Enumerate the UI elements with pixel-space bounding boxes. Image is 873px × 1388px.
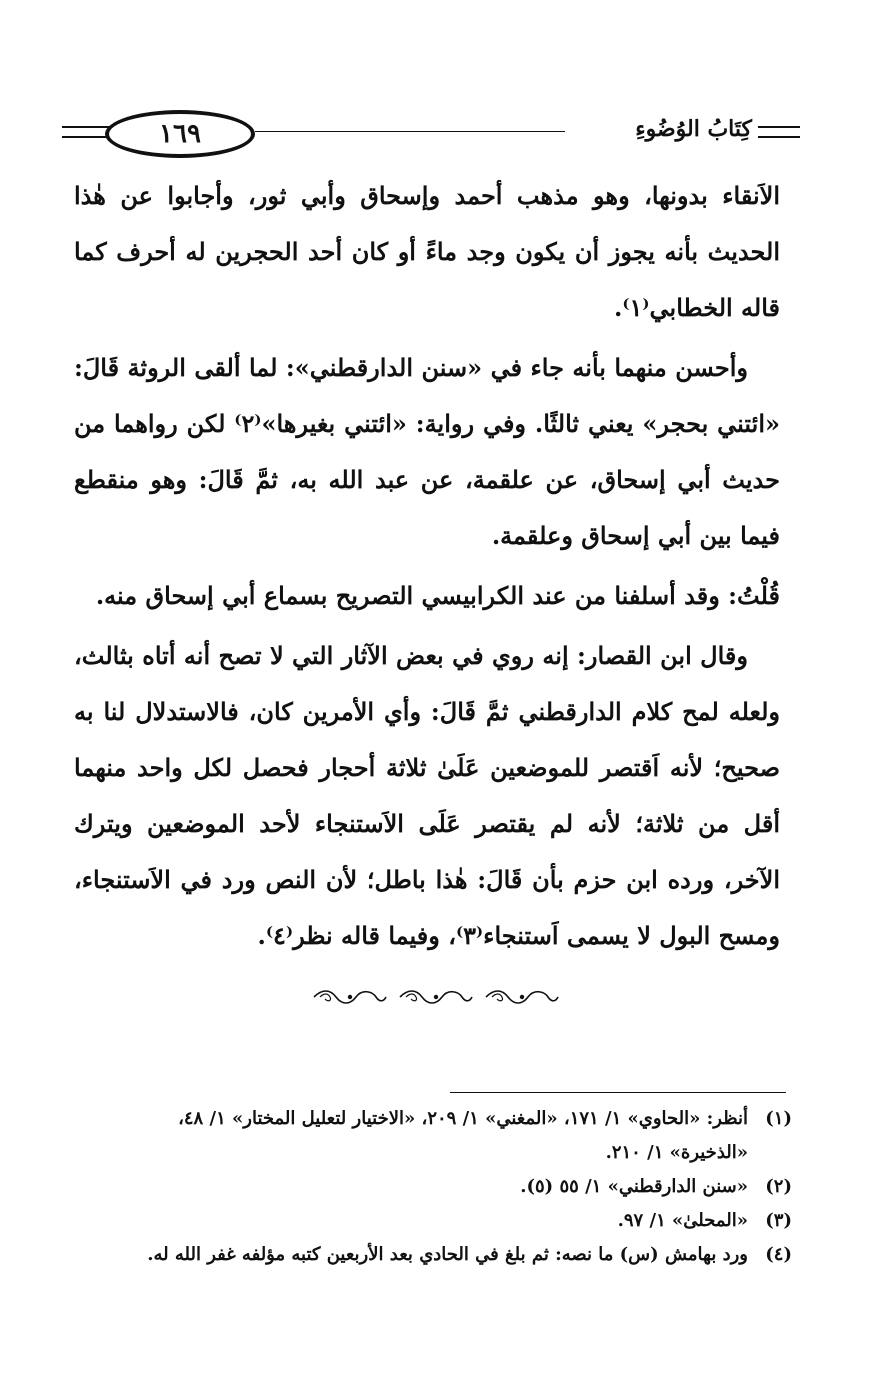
footnote bbox=[62, 1102, 792, 1170]
ornament-flourish-icon bbox=[482, 987, 560, 1007]
main-text bbox=[74, 168, 780, 964]
footnote-text: ورد بهامش (س) ما نصه: ثم بلغ في الحادي بعد الأربعين كتبه مؤلفه غفر الله له. bbox=[147, 1244, 748, 1265]
header-rule-right-top bbox=[758, 126, 800, 128]
qult-label: قُلْتُ: bbox=[728, 581, 780, 610]
section-divider-ornament bbox=[310, 984, 560, 1010]
footnote-text: أنظر: «الحاوي» ١/ ١٧١، «المغني» ١/ ٢٠٩، «الاختيار لتعليل المختار» ١/ ٤٨، bbox=[178, 1108, 748, 1129]
footnote-text-continued: «الذخيرة» ١/ ٢١٠. bbox=[605, 1142, 748, 1163]
footnote bbox=[62, 1170, 792, 1204]
footnote bbox=[62, 1204, 792, 1238]
chapter-title: كِتَابُ الوُضُوءِ bbox=[635, 116, 752, 142]
header-rule-right-bottom bbox=[758, 136, 800, 138]
ornament-flourish-icon bbox=[310, 987, 388, 1007]
footnote-number: (٣) bbox=[765, 1210, 792, 1231]
footnote-number: (٤) bbox=[765, 1244, 792, 1265]
paragraph: الاَنقاء بدونها، وهو مذهب أحمد وإسحاق وأبي ثور، وأجابوا عن هٰذا الحديث بأنه يجوز أن يكون وجد ماءً أو كان أحد الحجرين له أحرف كما قاله الخطابي⁽١⁾. bbox=[74, 181, 780, 322]
ornament-flourish-icon bbox=[396, 987, 474, 1007]
footnote-text: «المحلىٰ» ١/ ٩٧. bbox=[617, 1210, 748, 1231]
footnotes bbox=[62, 1102, 792, 1272]
page-header bbox=[62, 104, 800, 164]
paragraph: وقال ابن القصار: إنه روي في بعض الآثار التي لا تصح أنه أتاه بثالث، ولعله لمح كلام الدارقطني ثمَّ قَالَ: وأي الأمرين كان، فالاستدلال لنا به صحيح؛ لأنه اَقتصر للموضعين عَلَىٰ ثلاثة أحجار فحصل لكل واحد منهما أقل من ثلاثة؛ لأنه لم يقتصر عَلَى الاَستنجاء لأحد الموضعين ويترك الآخر، ورده ابن حزم بأن قَالَ: هٰذا باطل؛ لأن النص ورد في الاَستنجاء، ومسح البول لا يسمى اَستنجاء⁽٣⁾، وفيما قاله نظر⁽٤⁾. bbox=[74, 641, 780, 950]
footnote bbox=[62, 1238, 792, 1272]
qult-paragraph bbox=[74, 568, 780, 624]
footnote-number: (١) bbox=[765, 1108, 792, 1129]
footnote-number: (٢) bbox=[765, 1176, 792, 1197]
page-number-oval bbox=[105, 110, 255, 158]
footnote-text: «سنن الدارقطني» ١/ ٥٥ (٥). bbox=[520, 1176, 748, 1197]
page-number: ١٦٩ bbox=[159, 119, 201, 149]
footnote-separator bbox=[450, 1092, 786, 1093]
paragraph-text: وقد أسلفنا من عند الكرابيسي التصريح بسماع أبي إسحاق منه. bbox=[95, 581, 720, 610]
header-rule-middle bbox=[255, 131, 565, 132]
paragraph: وأحسن منهما بأنه جاء في «سنن الدارقطني»: لما ألقى الروثة قَالَ: «ائتني بحجر» يعني ثالثًا. وفي رواية: «ائتني بغيرها»⁽٢⁾ لكن رواهما من حديث أبي إسحاق، عن علقمة، عن عبد الله به، ثمَّ قَالَ: وهو منقطع فيما بين أبي إسحاق وعلقمة. bbox=[74, 353, 780, 550]
